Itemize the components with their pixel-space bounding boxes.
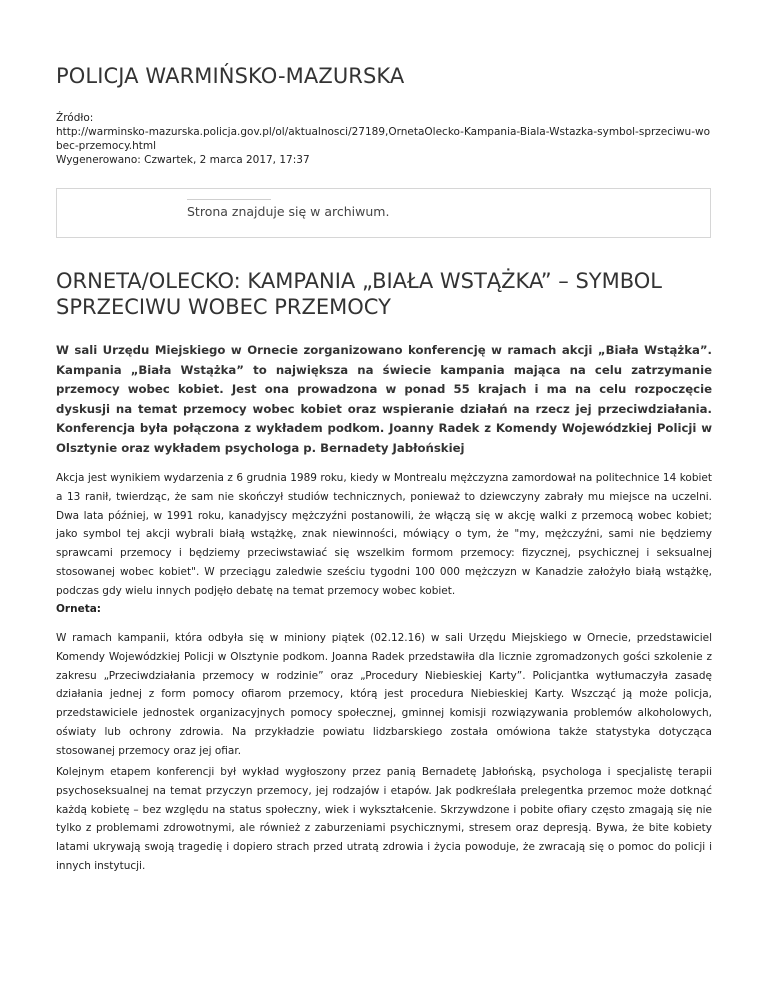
source-label: Źródło:: [56, 112, 94, 124]
source-meta: [56, 111, 716, 167]
archive-divider: [187, 199, 271, 200]
section-heading-orneta: Orneta:: [56, 603, 102, 615]
article-lead: W sali Urzędu Miejskiego w Ornecie zorganizowano konferencję w ramach akcji „Biała Wstążka”. Kampania „Biała Wstążka” to największa na świecie kampania mająca na celu zatrzymanie przemocy wobec kobiet. Jest ona prowadzona w ponad 55 krajach i ma na celu rozpoczęcie dyskusji na temat przemocy wobec kobiet oraz wspieranie działań na rzecz jej przeciwdziałania. Konferencja była połączona z wykładem podkom. Joanny Radek z Komendy Wojewódzkiej Policji w Olsztynie oraz wykładem psychologa p. Bernadety Jabłońskiej: [56, 343, 712, 455]
generated-date: Wygenerowano: Czwartek, 2 marca 2017, 17:37: [56, 154, 310, 166]
source-url[interactable]: http://warminsko-mazurska.policja.gov.pl/ol/aktualnosci/27189,OrnetaOlecko-Kampania-Biala-Wstazka-symbol-sprzeciwu-wobec-przemocy.html: [56, 126, 710, 152]
article-paragraph-1: Akcja jest wynikiem wydarzenia z 6 grudnia 1989 roku, kiedy w Montrealu mężczyzna zamordował na politechnice 14 kobiet a 13 ranił, twierdząc, że sam nie skończył studiów technicznych, ponieważ to dziewczyny zabrały mu miejsce na uczelni. Dwa lata później, w 1991 roku, kanadyjscy mężczyźni postanowili, że włączą się w akcję walki z przemocą wobec kobiet; jako symbol tej akcji wybrali białą wstążkę, znak niewinności, mówiący o tym, że "my, mężczyźni, sami nie będziemy sprawcami przemocy i będziemy przeciwstawiać się wszelkim formom przemocy: fizycznej, psychicznej i seksualnej stosowanej wobec kobiet". W przeciągu zaledwie sześciu tygodni 100 000 mężczyzn w Kanadzie założyło białą wstążkę, podczas gdy wielu innych podjęło debatę na temat przemocy wobec kobiet.: [56, 472, 712, 597]
site-title: POLICJA WARMIŃSKO-MAZURSKA: [56, 64, 405, 88]
article-paragraph-2: W ramach kampanii, która odbyła się w miniony piątek (02.12.16) w sali Urzędu Miejskiego w Ornecie, przedstawiciel Komendy Wojewódzkiej Policji w Olsztynie podkom. Joanna Radek przedstawiła dla licznie zgromadzonych gości szkolenie z zakresu „Przeciwdziałania przemocy w rodzinie” oraz „Procedury Niebieskiej Karty”. Policjantka wytłumaczyła zasadę działania jednej z form pomocy ofiarom przemocy, którą jest procedura Niebieskiej Karty. Wszcząć ją może policja, przedstawiciele jednostek organizacyjnych pomocy społecznej, gminnej komisji rozwiązywania problemów alkoholowych, oświaty lub ochrony zdrowia. Na przykładzie powiatu lidzbarskiego została omówiona także statystyka dotycząca stosowanej przemocy oraz jej ofiar.: [56, 632, 712, 757]
article-paragraph-3: Kolejnym etapem konferencji był wykład wygłoszony przez panią Bernadetę Jabłońską, psychologa i specjalistę terapii psychoseksualnej na temat przyczyn przemocy, jej rodzajów i etapów. Jak podkreślała prelegentka przemoc może dotknąć każdą kobietę – bez względu na status społeczny, wiek i wykształcenie. Skrzywdzone i pobite ofiary często zmagają się nie tylko z problemami zdrowotnymi, ale również z zaburzeniami psychicznymi, stresem oraz depresją. Bywa, że bite kobiety latami ukrywają swoją tragedię i dopiero strach przed utratą zdrowia i życia powoduje, że zwracają się o pomoc do policji i innych instytucji.: [56, 766, 712, 872]
article-title: ORNETA/OLECKO: KAMPANIA „BIAŁA WSTĄŻKA” – SYMBOL SPRZECIWU WOBEC PRZEMOCY: [56, 269, 663, 319]
archive-notice-text: Strona znajduje się w archiwum.: [187, 204, 390, 219]
archive-notice-box: [56, 188, 711, 238]
